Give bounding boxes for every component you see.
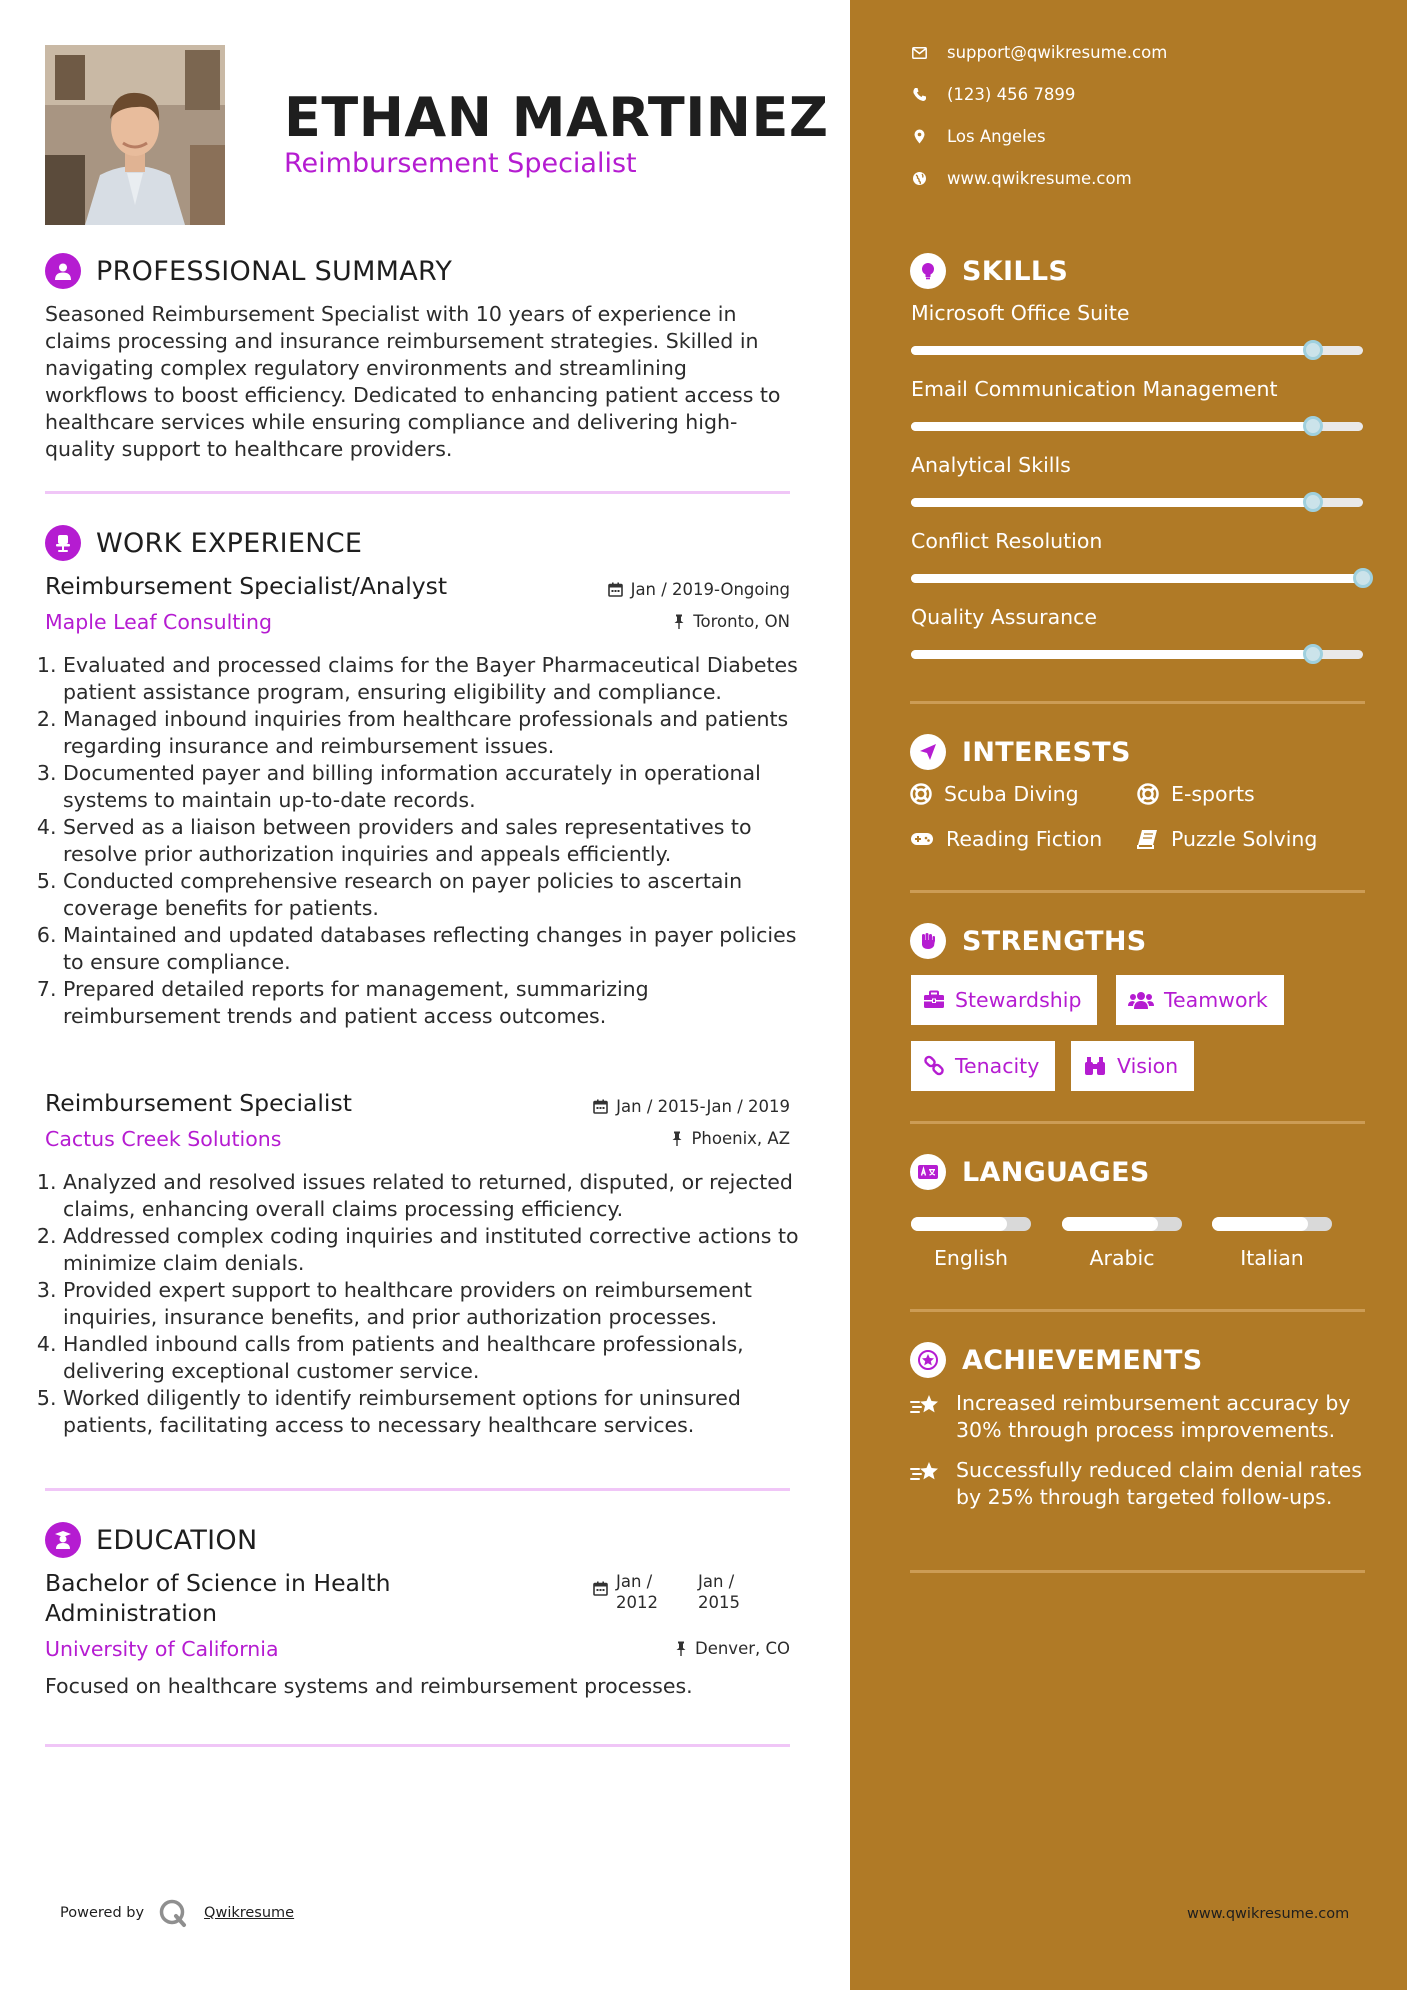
qwikresume-link[interactable]: Qwikresume — [204, 1905, 295, 1921]
graduate-icon — [45, 1522, 81, 1558]
education-heading — [45, 1522, 257, 1558]
qwikresume-logo-icon — [158, 1898, 188, 1928]
job-title: Reimbursement Specialist/Analyst — [45, 572, 448, 600]
skill-bar-knob — [1303, 416, 1323, 436]
job-duties — [45, 1169, 800, 1439]
achievement-text: Increased reimbursement accuracy by 30% through process improvements. — [956, 1391, 1351, 1442]
language-bar-fill — [1212, 1217, 1308, 1231]
interest-item — [910, 827, 1102, 851]
job-location-text: Phoenix, AZ — [691, 1129, 790, 1148]
life-ring-icon — [910, 783, 932, 805]
strengths-heading — [910, 923, 1147, 959]
strength-label: Vision — [1117, 1054, 1179, 1078]
map-pin-icon — [912, 129, 927, 144]
job-location-text: Toronto, ON — [693, 612, 790, 631]
sidebar-divider — [910, 1121, 1365, 1124]
section-divider — [45, 1744, 790, 1747]
languages-title: LANGUAGES — [962, 1156, 1150, 1188]
skill-bar-fill — [911, 346, 1313, 355]
education-location-text: Denver, CO — [694, 1639, 790, 1658]
globe-icon — [912, 171, 927, 186]
skill-label: Conflict Resolution — [911, 529, 1103, 553]
contact-phone[interactable] — [912, 85, 1075, 104]
job-location — [673, 612, 790, 631]
contact-website[interactable] — [912, 169, 1132, 188]
office-chair-icon — [45, 525, 81, 561]
skills-title: SKILLS — [962, 255, 1069, 287]
job-title: Reimbursement Specialist — [45, 1089, 352, 1117]
contact-website-text: www.qwikresume.com — [947, 169, 1132, 188]
skill-bar — [911, 422, 1363, 431]
fist-icon — [910, 923, 946, 959]
powered-by — [60, 1898, 294, 1928]
list-item: 3. Provided expert support to healthcare providers on reimbursement inquiries, insurance benefits, and prior authorization processes. — [63, 1277, 800, 1331]
strength-tag — [1116, 975, 1284, 1025]
list-item: 5. Conducted comprehensive research on payer policies to ascertain coverage benefits for patients. — [63, 868, 800, 922]
achievement-item — [910, 1390, 1370, 1444]
experience-title: WORK EXPERIENCE — [96, 527, 363, 559]
achievements-title: ACHIEVEMENTS — [962, 1344, 1203, 1376]
job-duties — [45, 652, 800, 1030]
sidebar-divider — [910, 701, 1365, 704]
school-name: University of California — [45, 1637, 279, 1661]
skill-bar-knob — [1353, 568, 1373, 588]
contact-email[interactable] — [912, 43, 1167, 62]
profile-photo — [45, 45, 225, 225]
list-item: 2. Addressed complex coding inquiries and instituted corrective actions to minimize claim denials. — [63, 1223, 800, 1277]
degree-title: Bachelor of Science in Health Administration — [45, 1569, 391, 1627]
sidebar-divider — [910, 890, 1365, 893]
job-location — [671, 1129, 790, 1148]
strength-tag — [1071, 1041, 1194, 1091]
section-divider — [45, 1488, 790, 1491]
strength-label: Tenacity — [955, 1054, 1040, 1078]
list-item: 4. Served as a liaison between providers and sales representatives to resolve prior authorization inquiries and appeals efficiently. — [63, 814, 800, 868]
skill-bar-knob — [1303, 340, 1323, 360]
envelope-icon — [912, 47, 927, 59]
interest-label: Scuba Diving — [944, 782, 1079, 806]
job-dates-text: Jan / 2015-Jan / 2019 — [616, 1097, 790, 1116]
lightbulb-icon — [910, 253, 946, 289]
calendar-icon — [593, 1581, 608, 1596]
skill-label: Microsoft Office Suite — [911, 301, 1130, 325]
language-bar — [1212, 1217, 1332, 1231]
list-item: 6. Maintained and updated databases reflecting changes in payer policies to ensure compliance. — [63, 922, 800, 976]
list-item: 4. Handled inbound calls from patients and healthcare professionals, delivering exceptional customer service. — [63, 1331, 800, 1385]
footer-website[interactable]: www.qwikresume.com — [1187, 1906, 1350, 1922]
experience-heading — [45, 525, 362, 561]
paper-plane-icon — [910, 734, 946, 770]
summary-text: Seasoned Reimbursement Specialist with 10 years of experience in claims processing and insurance reimbursement strategies. Skilled in navigating complex regulatory environments and streamlining workflows to boost efficiency. Dedicated to enhancing patient access to healthcare services while ensuring compliance and delivering high-quality support to healthcare providers. — [45, 302, 781, 461]
pin-icon — [671, 1131, 683, 1146]
life-ring-icon — [1137, 783, 1159, 805]
skill-bar — [911, 346, 1363, 355]
user-icon — [45, 253, 81, 289]
calendar-icon — [593, 1099, 608, 1114]
summary-title: PROFESSIONAL SUMMARY — [96, 255, 453, 287]
education-title: EDUCATION — [96, 1524, 258, 1556]
interest-label: Puzzle Solving — [1171, 827, 1318, 851]
skill-bar-knob — [1303, 492, 1323, 512]
interests-title: INTERESTS — [962, 736, 1131, 768]
skill-bar-fill — [911, 498, 1313, 507]
list-item: 2. Managed inbound inquiries from healthcare professionals and patients regarding insurance and reimbursement issues. — [63, 706, 800, 760]
skill-bar-fill — [911, 574, 1363, 583]
skill-bar-fill — [911, 650, 1313, 659]
strength-tag — [911, 975, 1097, 1025]
skill-bar-fill — [911, 422, 1313, 431]
education-dates — [593, 1571, 750, 1613]
job-dates-text: Jan / 2019-Ongoing — [630, 580, 790, 599]
star-badge-icon — [910, 1342, 946, 1378]
education-description: Focused on healthcare systems and reimbursement processes. — [45, 1674, 693, 1698]
sidebar-divider — [910, 1309, 1365, 1312]
skill-label: Analytical Skills — [911, 453, 1071, 477]
strength-label: Stewardship — [955, 988, 1082, 1012]
link-icon — [923, 1055, 945, 1077]
skills-heading — [910, 253, 1068, 289]
education-start: Jan / 2012 — [616, 1572, 658, 1612]
education-location — [675, 1639, 790, 1658]
candidate-role: Reimbursement Specialist — [284, 148, 637, 179]
language-bar-fill — [1062, 1217, 1158, 1231]
language-bar — [1062, 1217, 1182, 1231]
interest-item — [910, 782, 1079, 806]
language-bar — [911, 1217, 1031, 1231]
interest-item — [1137, 782, 1255, 806]
skill-label: Email Communication Management — [911, 377, 1278, 401]
skill-bar-knob — [1303, 644, 1323, 664]
briefcase-icon — [923, 990, 945, 1010]
binoculars-icon — [1083, 1055, 1107, 1077]
skill-label: Quality Assurance — [911, 605, 1098, 629]
language-label: Italian — [1240, 1246, 1304, 1270]
interest-item — [1137, 827, 1317, 851]
powered-by-label: Powered by — [60, 1905, 145, 1921]
language-label: Arabic — [1089, 1246, 1155, 1270]
book-icon — [1137, 829, 1159, 849]
company-name: Cactus Creek Solutions — [45, 1127, 282, 1151]
summary-heading — [45, 253, 452, 289]
contact-phone-text: (123) 456 7899 — [947, 85, 1076, 104]
interests-heading — [910, 734, 1131, 770]
gamepad-icon — [910, 831, 934, 847]
interest-label: E-sports — [1171, 782, 1255, 806]
skill-bar — [911, 650, 1363, 659]
list-item: 7. Prepared detailed reports for management, summarizing reimbursement trends and patient access outcomes. — [63, 976, 800, 1030]
achievements-heading — [910, 1342, 1203, 1378]
list-item: 3. Documented payer and billing information accurately in operational systems to maintain up-to-date records. — [63, 760, 800, 814]
list-item: 1. Evaluated and processed claims for the Bayer Pharmaceutical Diabetes patient assistance program, ensuring eligibility and compliance. — [63, 652, 800, 706]
company-name: Maple Leaf Consulting — [45, 610, 273, 634]
achievement-item — [910, 1457, 1370, 1511]
achievement-text: Successfully reduced claim denial rates by 25% through targeted follow-ups. — [956, 1458, 1362, 1509]
job-dates — [608, 580, 790, 599]
section-divider — [45, 491, 790, 494]
language-label: English — [933, 1246, 1009, 1270]
candidate-name: ETHAN MARTINEZ — [284, 86, 829, 149]
languages-heading — [910, 1154, 1150, 1190]
pin-icon — [673, 614, 685, 629]
list-item: 5. Worked diligently to identify reimbursement options for uninsured patients, facilitating access to necessary healthcare services. — [63, 1385, 800, 1439]
strength-label: Teamwork — [1164, 988, 1268, 1012]
shooting-star-icon — [910, 1459, 942, 1485]
list-item: 1. Analyzed and resolved issues related to returned, disputed, or rejected claims, enhancing overall claims processing efficiency. — [63, 1169, 800, 1223]
language-bar-fill — [911, 1217, 1007, 1231]
users-icon — [1128, 990, 1154, 1010]
calendar-icon — [608, 582, 623, 597]
strength-tag — [911, 1041, 1055, 1091]
pin-icon — [675, 1641, 687, 1656]
strengths-title: STRENGTHS — [962, 925, 1147, 957]
skill-bar — [911, 574, 1363, 583]
phone-icon — [912, 87, 927, 102]
language-icon — [910, 1154, 946, 1190]
interest-label: Reading Fiction — [946, 827, 1103, 851]
contact-email-text: support@qwikresume.com — [947, 43, 1168, 62]
skill-bar — [911, 498, 1363, 507]
contact-location — [912, 127, 1046, 146]
job-dates — [593, 1097, 790, 1116]
shooting-star-icon — [910, 1392, 942, 1418]
contact-location-text: Los Angeles — [947, 127, 1046, 146]
sidebar-divider — [910, 1570, 1365, 1573]
education-end: Jan / 2015 — [698, 1572, 740, 1612]
